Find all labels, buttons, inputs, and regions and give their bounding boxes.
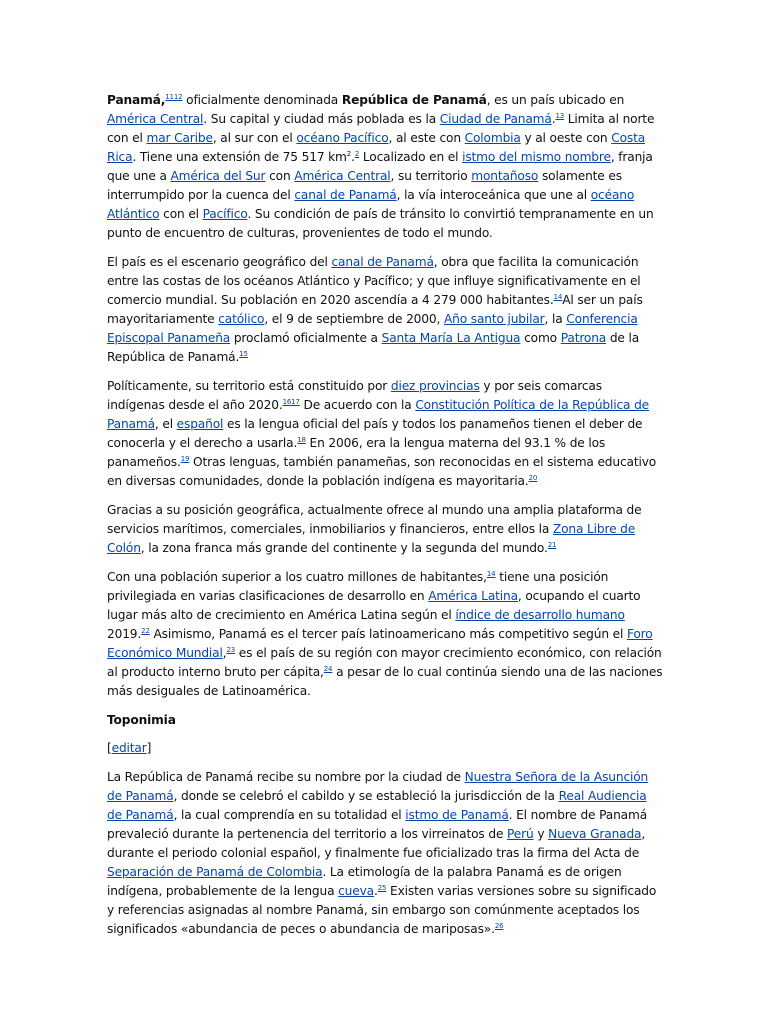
reference[interactable] [548, 541, 557, 549]
link-istmo-de-panama[interactable]: istmo de Panamá [405, 808, 509, 822]
link-mar-caribe[interactable]: mar Caribe [146, 131, 213, 145]
text: . La etimología de la palabra Panamá es de origen indígena, probablemente de la lengua [107, 865, 622, 898]
reference-link[interactable]: 21 [547, 541, 557, 549]
link-canal-de-panama[interactable]: canal de Panamá [294, 188, 397, 202]
text: , es un país ubicado en [486, 93, 625, 107]
text: , obra que facilita la comunicación entre las costas de los océanos Atlántico y Pacífico; y que influye significativamente en el comercio mundial. Su población en 2020 ascendía a 4 279 000 habitantes. [107, 255, 641, 307]
bold-term: Panamá, [107, 93, 166, 107]
link-ciudad-de-panama[interactable]: Ciudad de Panamá [439, 112, 552, 126]
reference-link[interactable]: 14 [486, 570, 496, 578]
paragraph-politics [107, 377, 663, 491]
text: oficialmente denominada [182, 93, 342, 107]
text: , al sur con el [212, 131, 297, 145]
text: tiene una posición privilegiada en varias clasificaciones de desarrollo en [107, 570, 609, 603]
text: La República de Panamá recibe su nombre por la ciudad de [107, 770, 465, 784]
reference[interactable] [165, 93, 182, 101]
link-ano-santo-jubilar[interactable]: Año santo jubilar [443, 312, 545, 326]
text: proclamó oficialmente a [230, 331, 382, 345]
text: 2019. [107, 627, 142, 641]
reference[interactable] [554, 293, 563, 301]
text: Al ser un país mayoritariamente [107, 293, 643, 326]
link-conferencia-episcopal[interactable]: Conferencia Episcopal Panameña [107, 312, 638, 345]
reference[interactable] [226, 646, 235, 654]
reference[interactable] [141, 627, 150, 635]
text: , el [154, 417, 177, 431]
reference-link[interactable]: 19 [180, 455, 190, 463]
reference[interactable] [297, 436, 306, 444]
reference-link[interactable]: 13 [555, 112, 565, 120]
link-canal-de-panama[interactable]: canal de Panamá [331, 255, 434, 269]
reference-link[interactable]: 15 [239, 350, 248, 358]
text: . Su condición de país de tránsito lo convirtió tempranamente en un punto de encuentro de culturas, provenientes de todo el mundo. [107, 207, 654, 240]
text: , franja que une a [107, 150, 653, 183]
text: , la cual comprendía en su totalidad el [173, 808, 406, 822]
reference-link[interactable]: 25 [377, 884, 387, 892]
text: , su territorio [390, 169, 472, 183]
link-montanoso[interactable]: montañoso [471, 169, 539, 183]
text: Limita al norte con el [107, 112, 655, 145]
text: , al este con [388, 131, 465, 145]
paragraph-intro [107, 91, 663, 243]
text: es el país de su región con mayor crecimiento económico, con relación al producto interno bruto per cápita, [107, 646, 662, 679]
text: con el [159, 207, 203, 221]
bracket-close: ] [146, 741, 152, 755]
paragraph-economy [107, 501, 663, 558]
text: Otras lenguas, también panameñas, son reconocidas en el sistema educativo en diversas comunidades, donde la población indígena es mayoritaria. [107, 455, 657, 488]
link-costa-rica[interactable]: Costa Rica [107, 131, 646, 164]
reference[interactable] [555, 112, 564, 120]
reference[interactable] [239, 350, 248, 358]
reference-link[interactable]: 26 [494, 922, 504, 930]
link-pacifico[interactable]: Pacífico [202, 207, 248, 221]
reference-link[interactable]: 24 [323, 665, 333, 673]
text: En 2006, era la lengua materna del 93.1 % de los panameños. [107, 436, 606, 469]
paragraph-toponimia [107, 768, 663, 939]
edit-section [107, 739, 663, 758]
text: solamente es interrumpido por la cuenca del [107, 169, 622, 202]
text: a pesar de lo cual continúa siendo una de las naciones más desiguales de Latinoamérica. [107, 665, 663, 698]
text: es la lengua oficial del país y todos los panameños tienen el deber de conocerla y el derecho a usarla. [107, 417, 643, 450]
text: , ocupando el cuarto lugar más alto de crecimiento en América Latina según el [107, 589, 641, 622]
reference-link[interactable]: 1112 [165, 93, 183, 101]
reference[interactable] [495, 922, 504, 930]
text: , el 9 de septiembre de 2000, [264, 312, 444, 326]
text: . [373, 884, 378, 898]
bracket-open: [ [107, 741, 112, 755]
text: . El nombre de Panamá prevaleció durante la pertenencia del territorio a los virreinatos de [107, 808, 648, 841]
link-foro-economico-mundial[interactable]: Foro Económico Mundial [107, 627, 653, 660]
text: como [520, 331, 561, 345]
bold-term: República de Panamá [341, 93, 487, 107]
text: El país es el escenario geográfico del [107, 255, 332, 269]
link-separacion[interactable]: Separación de Panamá de Colombia [107, 865, 323, 879]
link-peru[interactable]: Perú [507, 827, 534, 841]
link-cueva[interactable]: cueva [338, 884, 374, 898]
link-patrona[interactable]: Patrona [560, 331, 607, 345]
reference[interactable] [529, 474, 538, 482]
superscript: 2 [346, 150, 352, 158]
link-indice-desarrollo-humano[interactable]: índice de desarrollo humano [455, 608, 625, 622]
link-catolico[interactable]: católico [218, 312, 265, 326]
reference-link[interactable]: 23 [226, 646, 236, 654]
text: , donde se celebró el cabildo y se estableció la jurisdicción de la [173, 789, 559, 803]
text: de la República de Panamá. [107, 331, 640, 364]
text: , la [544, 312, 567, 326]
link-america-del-sur[interactable]: América del Sur [170, 169, 266, 183]
link-espanol[interactable]: español [176, 417, 224, 431]
reference-link[interactable]: 14 [553, 293, 563, 301]
text: y [533, 827, 549, 841]
reference-link[interactable]: 2 [354, 150, 360, 158]
text: y por seis comarcas indígenas desde el año 2020. [107, 379, 602, 412]
reference-link[interactable]: 1617 [282, 398, 300, 406]
link-zona-libre-de-colon[interactable]: Zona Libre de Colón [107, 522, 636, 555]
text: . Tiene una extensión de 75 517 km [132, 150, 347, 164]
link-oceano-atlantico[interactable]: océano Atlántico [107, 188, 635, 221]
link-oceano-pacifico[interactable]: océano Pacífico [296, 131, 389, 145]
reference-link[interactable]: 22 [141, 627, 150, 635]
link-istmo[interactable]: istmo del mismo nombre [462, 150, 611, 164]
link-santa-maria-la-antigua[interactable]: Santa María La Antigua [381, 331, 521, 345]
link-constitucion[interactable]: Constitución Política de la República de Panamá [107, 398, 650, 431]
link-nuestra-senora[interactable]: Nuestra Señora de la Asunción de Panamá [107, 770, 649, 803]
text: . [351, 150, 355, 164]
text: , durante el periodo colonial español, y finalmente fue oficializado tras la firma del Acta de [107, 827, 646, 860]
link-nueva-granada[interactable]: Nueva Granada [548, 827, 642, 841]
paragraph-development [107, 568, 663, 701]
text: Con una población superior a los cuatro millones de habitantes, [107, 570, 487, 584]
text: . [551, 112, 556, 126]
link-america-central[interactable]: América Central [107, 112, 204, 126]
reference[interactable] [181, 455, 190, 463]
text: Asimismo, Panamá es el tercer país latinoamericano más competitivo según el [149, 627, 627, 641]
link-america-central[interactable]: América Central [294, 169, 391, 183]
section-heading: Toponimia [107, 713, 176, 727]
link-real-audiencia[interactable]: Real Audiencia de Panamá [107, 789, 647, 822]
text: , la vía interoceánica que une al [396, 188, 591, 202]
text: y al oeste con [520, 131, 612, 145]
link-colombia[interactable]: Colombia [464, 131, 521, 145]
text: De acuerdo con la [299, 398, 416, 412]
reference-link[interactable]: 18 [297, 436, 306, 444]
text: Existen varias versiones sobre su significado y referencias asignadas al nombre Panamá, sin embargo son comúnmente aceptados los significados «abundancia de peces o abundancia de mariposas». [107, 884, 657, 936]
paragraph-canal [107, 253, 663, 367]
article-body [107, 91, 663, 949]
text: , la zona franca más grande del continente y la segunda del mundo. [140, 541, 548, 555]
text: con [265, 169, 295, 183]
reference-link[interactable]: 20 [528, 474, 538, 482]
edit-link[interactable]: editar [111, 741, 147, 755]
text: Localizado en el [359, 150, 463, 164]
text: , [222, 646, 227, 660]
link-america-latina[interactable]: América Latina [428, 589, 518, 603]
text: Gracias a su posición geográfica, actualmente ofrece al mundo una amplia plataforma de servicios marítimos, comerciales, inmobiliarios y financieros, entre ellos la [107, 503, 642, 536]
reference[interactable] [283, 398, 300, 406]
text: Políticamente, su territorio está constituido por [107, 379, 391, 393]
link-diez-provincias[interactable]: diez provincias [390, 379, 480, 393]
text: . Su capital y ciudad más poblada es la [203, 112, 440, 126]
